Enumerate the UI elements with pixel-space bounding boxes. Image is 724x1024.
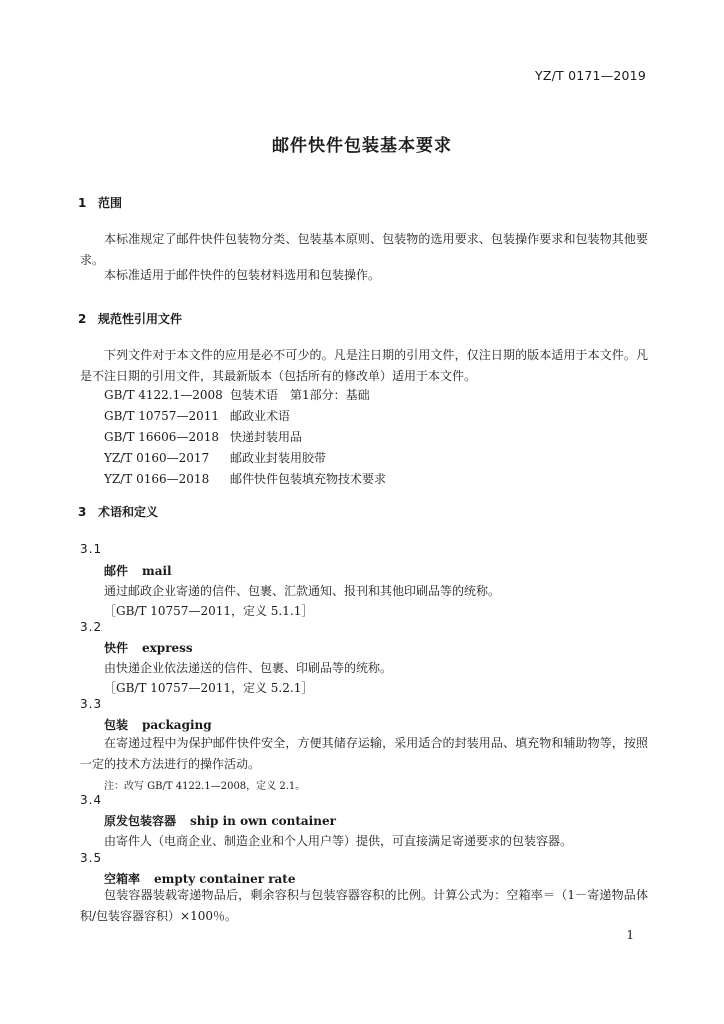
- section-title: 范围: [98, 196, 123, 210]
- reference-title: 邮政业术语: [230, 409, 291, 423]
- term-definition: 通过邮政企业寄递的信件、包裹、汇款通知、报刊和其他印刷品等的统称。: [104, 584, 501, 598]
- standard-code: YZ/T 0171—2019: [535, 68, 646, 83]
- paragraph: 下列文件对于本文件的应用是必不可少的。凡是注日期的引用文件，仅注日期的版本适用于本文件。凡是不注日期的引用文件，其最新版本（包括所有的修改单）适用于本文件。: [80, 348, 648, 383]
- term-source: ［GB/T 10757—2011，定义 5.2.1］: [104, 681, 314, 695]
- reference-title: 快递封装用品: [230, 430, 303, 444]
- reference-code: GB/T 4122.1—2008: [104, 388, 223, 402]
- section-title: 规范性引用文件: [98, 312, 183, 326]
- term-zh: 空箱率: [104, 872, 141, 886]
- reference-item: [104, 470, 386, 487]
- term-heading: [104, 716, 212, 733]
- term-number: 3.5: [80, 851, 103, 865]
- term-definition: 包装容器装载寄递物品后，剩余容积与包装容器容积的比例。计算公式为：空箱率＝（1－寄递物品体积/包装容器容积）×100％。: [80, 888, 648, 923]
- reference-item: [104, 386, 370, 403]
- term-en: express: [142, 641, 193, 655]
- reference-item: [104, 407, 290, 424]
- term-zh: 包装: [104, 718, 129, 732]
- term-zh: 快件: [104, 641, 129, 655]
- term-en: packaging: [142, 718, 212, 732]
- reference-title: 邮件快件包装填充物技术要求: [230, 472, 387, 486]
- section-number: 3: [78, 505, 87, 519]
- reference-title: 邮政业封装用胶带: [230, 451, 327, 465]
- term-zh: 原发包装容器: [104, 814, 177, 828]
- section-number: 2: [78, 312, 87, 326]
- reference-code: GB/T 16606—2018: [104, 430, 219, 444]
- term-heading: [104, 562, 172, 579]
- reference-item: [104, 428, 302, 445]
- term-heading: [104, 812, 336, 829]
- term-en: mail: [142, 564, 172, 578]
- term-number: 3.3: [80, 697, 103, 711]
- reference-code: YZ/T 0166—2018: [104, 472, 210, 486]
- paragraph: 本标准适用于邮件快件的包装材料选用和包装操作。: [104, 268, 381, 282]
- term-definition: 由寄件人（电商企业、制造企业和个人用户等）提供，可直接满足寄递要求的包装容器。: [104, 834, 573, 848]
- reference-code: YZ/T 0160—2017: [104, 451, 210, 465]
- term-definition: 由快递企业依法递送的信件、包裹、印刷品等的统称。: [104, 661, 393, 675]
- section-3-heading: [78, 503, 158, 520]
- term-source: ［GB/T 10757—2011，定义 5.1.1］: [104, 604, 314, 618]
- term-definition: 在寄递过程中为保护邮件快件安全，方便其储存运输，采用适合的封装用品、填充物和辅助物等，按照一定的技术方法进行的操作活动。: [80, 736, 648, 771]
- reference-item: [104, 449, 326, 466]
- term-zh: 邮件: [104, 564, 129, 578]
- term-note: 注：改写 GB/T 4122.1—2008，定义 2.1。: [104, 781, 306, 792]
- term-heading: [104, 639, 193, 656]
- reference-title: 包装术语 第1部分：基础: [230, 388, 370, 402]
- section-2-heading: [78, 310, 182, 327]
- paragraph: 本标准规定了邮件快件包装物分类、包装基本原则、包装物的选用要求、包装操作要求和包装物其他要求。: [80, 232, 648, 267]
- document-title: 邮件快件包装基本要求: [272, 136, 452, 156]
- section-title: 术语和定义: [98, 505, 159, 519]
- section-number: 1: [78, 196, 87, 210]
- term-number: 3.2: [80, 620, 103, 634]
- reference-code: GB/T 10757—2011: [104, 409, 219, 423]
- page-number: 1: [626, 928, 634, 942]
- term-en: ship in own container: [190, 814, 336, 828]
- term-number: 3.1: [80, 542, 103, 556]
- term-number: 3.4: [80, 793, 103, 807]
- section-1-heading: [78, 194, 122, 211]
- term-en: empty container rate: [154, 872, 296, 886]
